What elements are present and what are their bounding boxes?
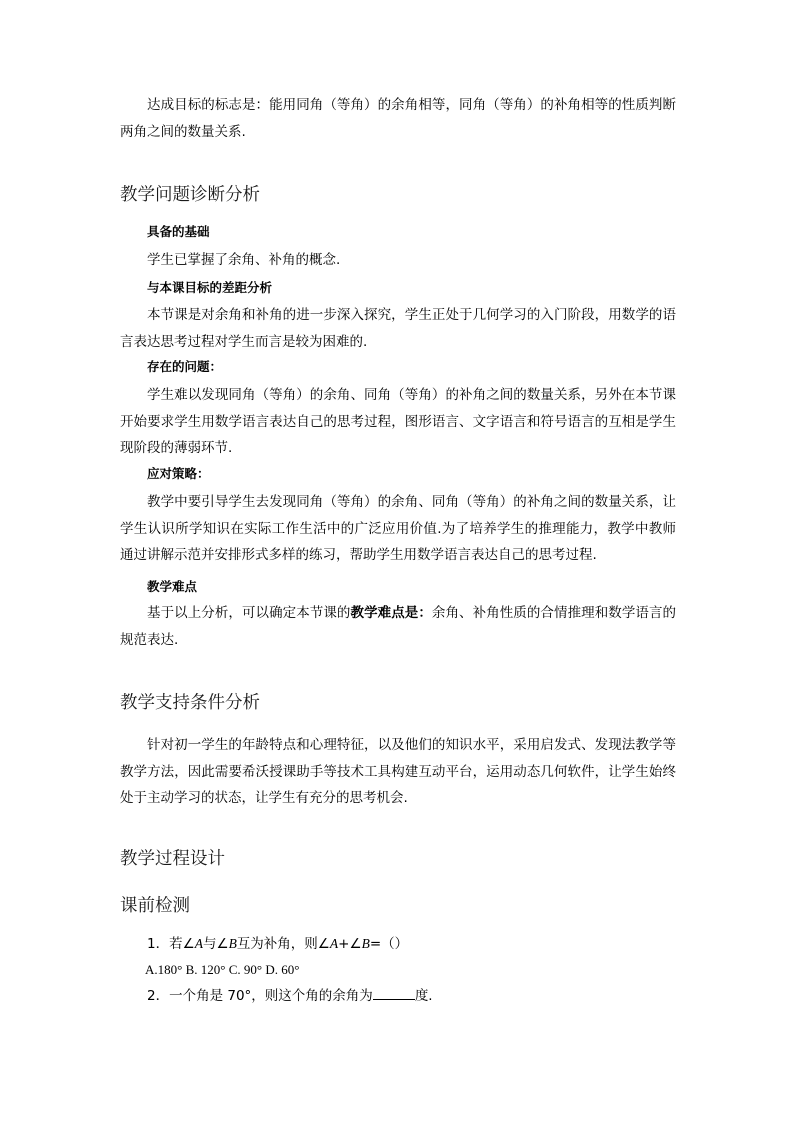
- support-heading: 教学支持条件分析: [120, 693, 260, 713]
- strategy-title: 应对策略：: [147, 466, 210, 481]
- question-2: 2．一个角是 70°，则这个角的余角为 度.: [147, 985, 433, 1007]
- diagnosis-heading: 教学问题诊断分析: [120, 185, 260, 205]
- question-1-options: A.180° B. 120° C. 90° D. 60°: [145, 962, 300, 977]
- difficulty-title: 教学难点: [147, 579, 198, 594]
- gap-title: 与本课目标的差距分析: [147, 280, 273, 295]
- question-1: 1．若∠A与∠B互为补角，则∠A+∠B=（）: [147, 936, 409, 952]
- intro-paragraph: 达成目标的标志是：能用同角（等角）的余角相等，同角（等角）的补角相等的性质判断两角之间的数量关系.: [120, 97, 676, 140]
- difficulty-prefix: 基于以上分析，可以确定本节课的: [147, 605, 351, 621]
- support-text: 针对初一学生的年龄特点和心理特征，以及他们的知识水平，采用启发式、发现法教学等教学方法，因此需要希沃授课助手等技术工具构建互动平台，运用动态几何软件，让学生始终处于主动学习的状态，让学生有充分的思考机会.: [120, 737, 676, 806]
- gap-text: 本节课是对余角和补角的进一步深入探究，学生正处于几何学习的入门阶段，用数学的语言表达思考过程对学生而言是较为困难的.: [120, 307, 676, 350]
- answer-blank[interactable]: [373, 985, 415, 1000]
- basis-title: 具备的基础: [147, 224, 210, 239]
- difficulty-bold: 教学难点是：: [350, 605, 432, 621]
- process-heading: 教学过程设计: [120, 849, 225, 869]
- problem-title: 存在的问题：: [147, 359, 223, 374]
- difficulty-suffix: 余角、补角性质的合情推理和数学语言的规范表达.: [120, 605, 677, 648]
- difficulty-text: [120, 600, 676, 653]
- pre-check-heading: 课前检测: [120, 896, 190, 916]
- basis-text: 学生已掌握了余角、补角的概念.: [147, 252, 341, 268]
- problem-text: 学生难以发现同角（等角）的余角、同角（等角）的补角之间的数量关系，另外在本节课开始要求学生用数学语言表达自己的思考过程，图形语言、文字语言和符号语言的互相是学生现阶段的薄弱环节.: [120, 387, 676, 456]
- strategy-text: 教学中要引导学生去发现同角（等角）的余角、同角（等角）的补角之间的数量关系，让学生认识所学知识在实际工作生活中的广泛应用价值.为了培养学生的推理能力，教学中教师通过讲解示范并安排形式多样的练习，帮助学生用数学语言表达自己的思考过程.: [120, 494, 676, 563]
